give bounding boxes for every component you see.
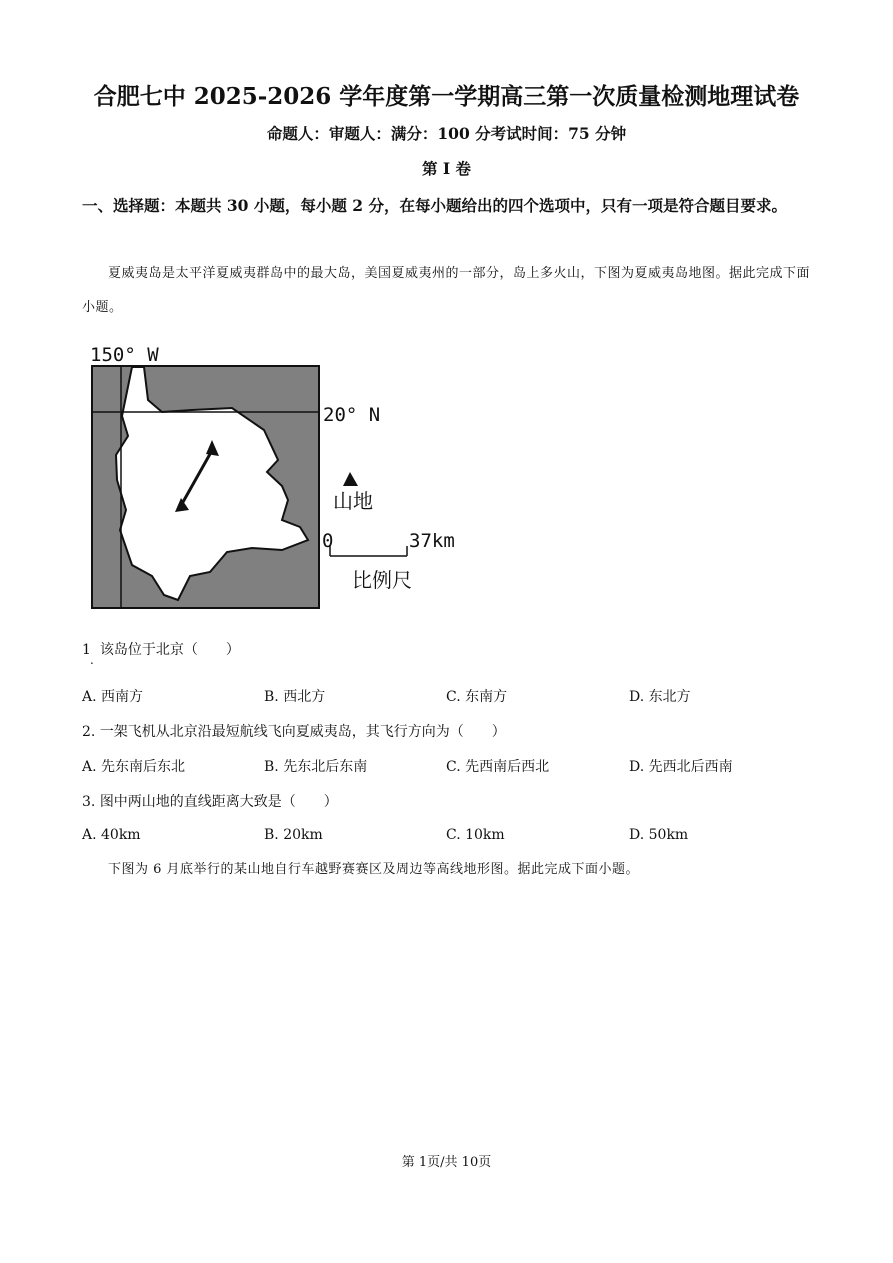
option-1b[interactable]: B. 西北方 — [264, 689, 326, 705]
question-number: 2. — [82, 724, 96, 740]
question-stem: 一架飞机从北京沿最短航线飞向夏威夷岛，其飞行方向为（ ） — [99, 724, 506, 740]
option-1c[interactable]: C. 东南方 — [446, 689, 508, 705]
question-3 — [82, 791, 338, 811]
question-number: 1 — [82, 642, 91, 658]
question-1 — [82, 639, 240, 659]
option-2a[interactable]: A. 先东南后东北 — [82, 759, 186, 775]
exam-info: 命题人：审题人：满分：100 分考试时间：75 分钟 — [266, 124, 627, 143]
option-2b[interactable]: B. 先东北后东南 — [264, 759, 368, 775]
page-title: 合肥七中 2025-2026 学年度第一学期高三第一次质量检测地理试卷 — [93, 83, 800, 110]
question-stem: 该岛位于北京（ ） — [99, 642, 240, 658]
hawaii-island-map — [82, 340, 482, 615]
latitude-label: 20° N — [323, 404, 381, 426]
volume-label: 第 I 卷 — [421, 159, 472, 178]
mountain-legend-icon — [343, 472, 358, 486]
passage-intro-1: 夏威夷岛是太平洋夏威夷群岛中的最大岛，美国夏威夷州的一部分，岛上多火山，下图为夏威夷岛地图。据此完成下面小题。 — [82, 266, 811, 315]
scale-zero: 0 — [322, 530, 334, 552]
question-stem: 图中两山地的直线距离大致是（ ） — [99, 794, 338, 810]
option-3d[interactable]: D. 50km — [629, 827, 689, 843]
section-heading: 一、选择题：本题共 30 小题，每小题 2 分，在每小题给出的四个选项中，只有一项是符合题目要求。 — [82, 196, 787, 215]
passage-intro-2: 下图为 6 月底举行的某山地自行车越野赛赛区及周边等高线地形图。据此完成下面小题。 — [108, 862, 640, 877]
question-2 — [82, 721, 506, 741]
number-dot: . — [90, 653, 94, 667]
option-2d[interactable]: D. 先西北后西南 — [629, 759, 733, 775]
scale-title: 比例尺 — [352, 568, 412, 592]
option-1a[interactable]: A. 西南方 — [82, 689, 144, 705]
scale-max: 37km — [409, 530, 455, 552]
question-number: 3. — [82, 794, 96, 810]
option-3c[interactable]: C. 10km — [446, 827, 505, 843]
option-3b[interactable]: B. 20km — [264, 827, 323, 843]
option-2c[interactable]: C. 先西南后西北 — [446, 759, 550, 775]
option-3a[interactable]: A. 40km — [82, 827, 141, 843]
longitude-label: 150° W — [90, 344, 159, 366]
option-1d[interactable]: D. 东北方 — [629, 689, 691, 705]
page-footer: 第 1页/共 10页 — [401, 1155, 492, 1170]
legend-label: 山地 — [333, 489, 373, 513]
